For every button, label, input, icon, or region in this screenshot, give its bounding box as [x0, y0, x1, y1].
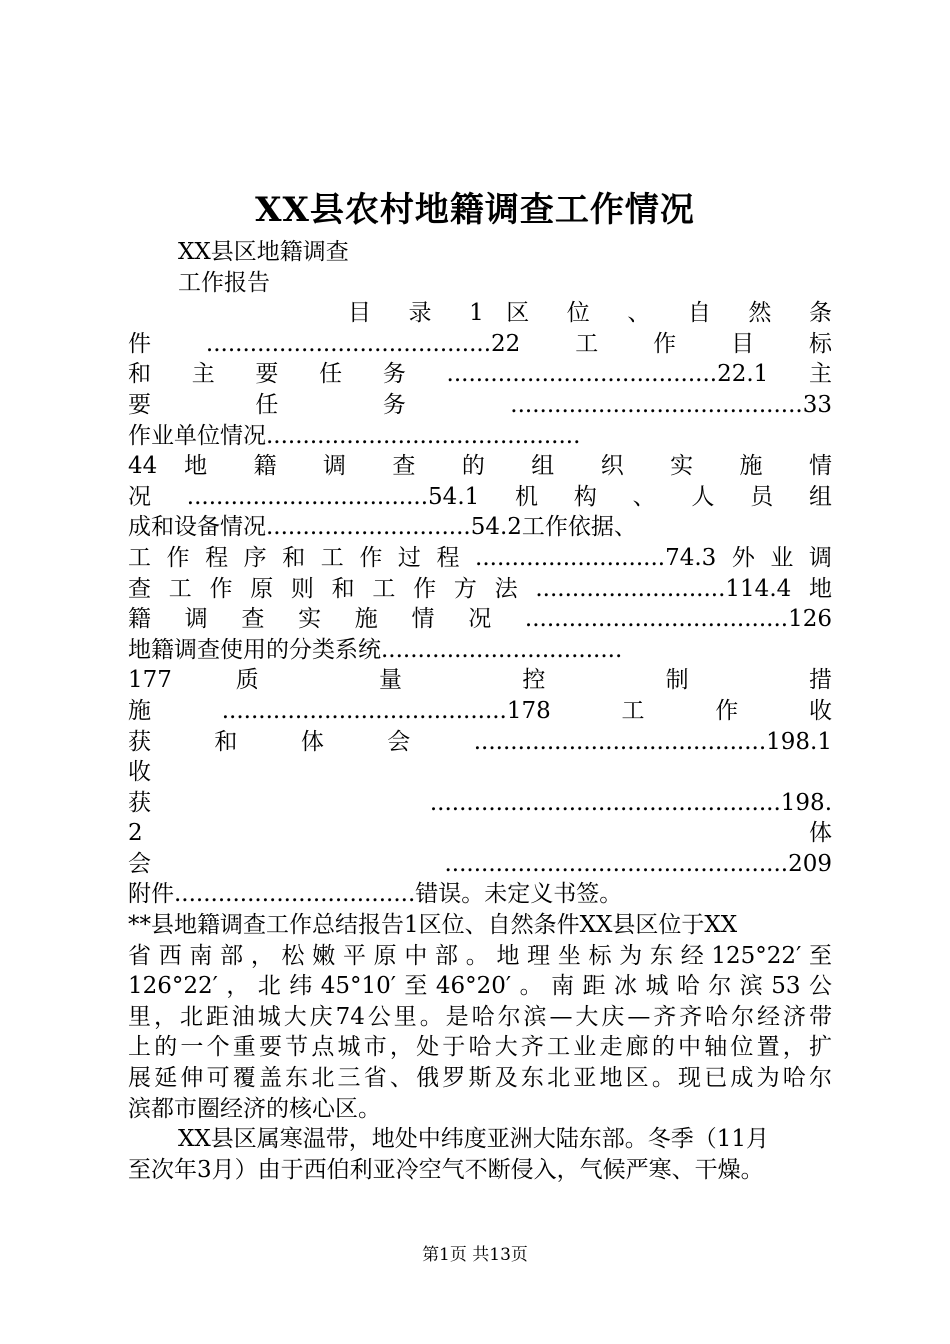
paragraph-line: 126°22′，北纬45°10′至46°20′。南距冰城哈尔滨53公	[128, 973, 832, 1000]
toc-line: 44 地 籍 调 查 的 组 织 实 施 情	[128, 453, 832, 480]
toc-line: 177 质 量 控 制 措	[128, 667, 832, 694]
page-footer: 第1页 共13页	[422, 1245, 528, 1265]
toc-line: 会 ...............................................209	[128, 850, 832, 877]
paragraph-line: 上的一个重要节点城市，处于哈大齐工业走廊的中轴位置，扩	[128, 1034, 832, 1061]
report-heading-line-1: XX县区地籍调查	[178, 239, 349, 265]
toc-line: 工作程序和工作过程..........................74.3外业调	[128, 544, 832, 571]
paragraph-line: 里，北距油城大庆74公里。是哈尔滨—大庆—齐齐哈尔经济带	[128, 1003, 832, 1030]
toc-line: 件.......................................22工作目标	[128, 330, 832, 357]
paragraph-line: XX县区属寒温带，地处中纬度亚洲大陆东部。冬季（11月	[178, 1126, 770, 1153]
toc-line: 籍调查实施情况....................................126	[128, 606, 832, 633]
paragraph-line: 滨都市圈经济的核心区。	[128, 1095, 381, 1122]
toc-line: 目 录 1 区 位 、 自 然 条	[348, 300, 832, 327]
document-body	[128, 237, 832, 1185]
toc-line: 地籍调查使用的分类系统.................................	[128, 636, 623, 663]
paragraph-line: 省西南部，松嫩平原中部。地理坐标为东经125°22′至	[128, 942, 832, 969]
toc-line: 况.................................54.1机构、人员组	[128, 483, 832, 510]
toc-line: 2 体	[128, 820, 832, 847]
toc-line: 施.......................................178工作收	[128, 697, 832, 724]
document-title: XX县农村地籍调查工作情况	[255, 190, 695, 230]
toc-line: 获和体会........................................198.1	[128, 728, 832, 755]
toc-line: 要 任 务 ........................................33	[128, 391, 832, 418]
paragraph-line: 展延伸可覆盖东北三省、俄罗斯及东北亚地区。现已成为哈尔	[128, 1065, 832, 1092]
paragraph-line: 至次年3月）由于西伯利亚冷空气不断侵入，气候严寒、干燥。	[128, 1156, 764, 1183]
toc-line: 成和设备情况............................54.2工作依据、	[128, 514, 637, 541]
toc-line: 获................................................198.	[128, 789, 832, 816]
toc-line: 和主要任务.....................................22.1主	[128, 361, 832, 388]
toc-line: 作业单位情况...........................................	[128, 422, 581, 449]
toc-line: 查工作原则和工作方法..........................114.4地	[128, 575, 832, 602]
toc-line: 附件.................................错误。未定义书签。	[128, 881, 623, 908]
report-heading-line-2: 工作报告	[178, 269, 270, 296]
toc-line: 收	[128, 759, 151, 786]
paragraph-line: **县地籍调查工作总结报告1区位、自然条件XX县区位于XX	[128, 912, 738, 939]
